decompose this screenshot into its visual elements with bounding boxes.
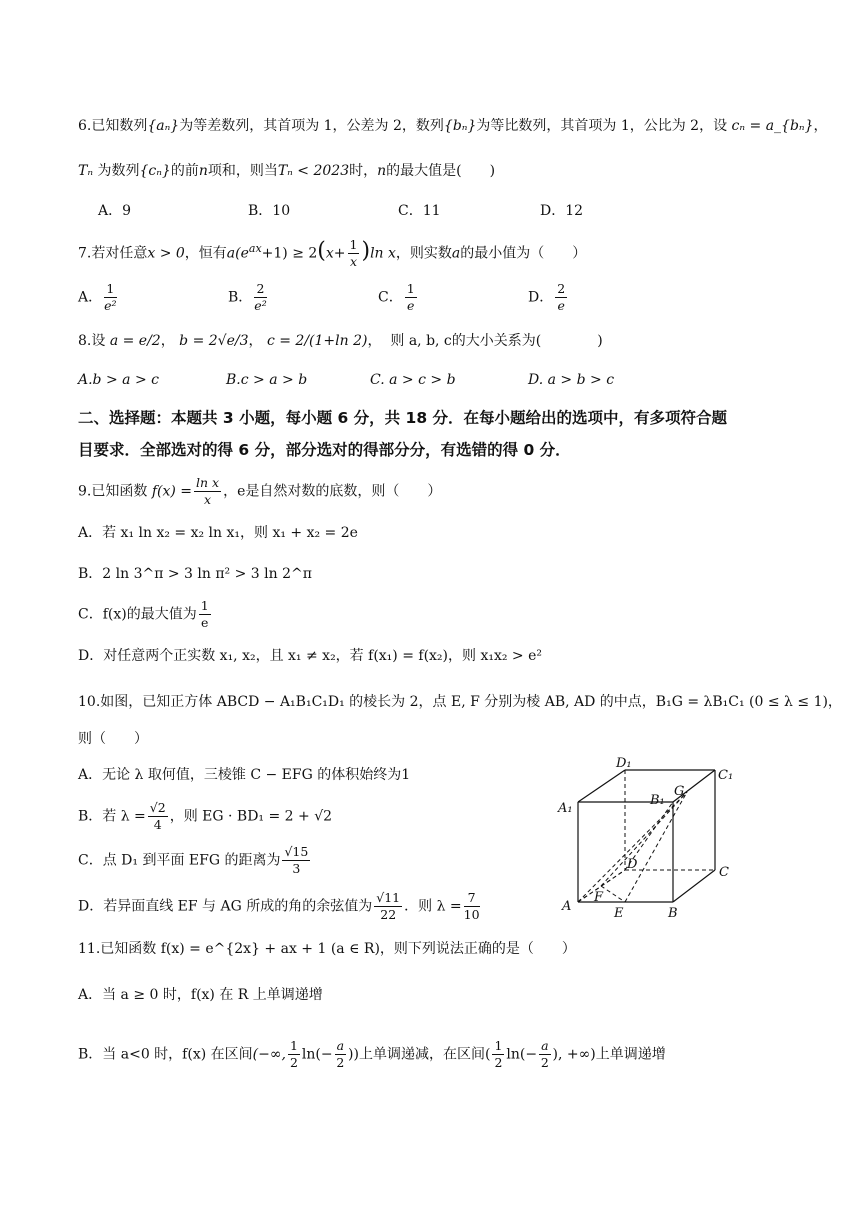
section2-heading-line1: 二、选择题：本题共 3 小题，每小题 6 分，共 18 分．在每小题给出的选项中，有多项符合题 <box>78 409 728 427</box>
q8-text: 则 a, b, c的大小关系为( ) <box>390 333 603 349</box>
q10-optd-den2: 10 <box>463 907 480 922</box>
q9-option-b: B．2 ln 3^π > 3 ln π² > 3 ln 2^π <box>78 566 312 582</box>
q8-option-b: B.c > a > b <box>226 372 308 388</box>
q10-option-b <box>78 800 332 833</box>
q6-l2g: 的最大值是( ) <box>386 163 496 179</box>
q9-text: ，e是自然对数的底数，则（ ） <box>223 483 442 500</box>
q10-optd-pre: D．若异面直线 EF 与 AG 所成的角的余弦值为 <box>78 898 373 915</box>
q10-optd-num2: 7 <box>464 890 480 907</box>
label-c: C <box>719 865 729 880</box>
q11-a-num-2: a <box>541 1038 549 1053</box>
q6-l2b: 为数列 <box>97 163 140 179</box>
label-e: E <box>614 906 624 921</box>
label-f: F <box>594 890 604 905</box>
q9-line <box>78 475 441 508</box>
q10-option-a: A．无论 λ 取何值，三棱锥 C − EFG 的体积始终为1 <box>78 767 411 783</box>
q11-a-num-1: a <box>336 1038 345 1053</box>
q8-option-c: C. a > c > b <box>370 372 456 388</box>
q7-ineq-mid: +1) ≥ 2 <box>261 245 318 262</box>
q6-Tn: Tₙ <box>78 163 94 179</box>
q7-text1: ，恒有 <box>184 245 227 262</box>
q10-optc-pre: C．点 D₁ 到平面 EFG 的距离为 <box>78 852 281 869</box>
q9-optc-pre: C．f(x)的最大值为 <box>78 606 197 623</box>
q11-half-num-1: 1 <box>289 1038 298 1053</box>
q7-option-b: B． $\frac{2}{\text{e²}}$ <box>228 281 267 313</box>
q6-text2: 为等比数列，其首项为 1，公比为 2，设 <box>476 118 728 134</box>
q8-b-def: b = 2√e/3 <box>179 333 249 349</box>
q7-frac-num: 1 <box>349 237 358 252</box>
q8-prefix: 8.设 <box>78 333 106 349</box>
q11-two-den-1: 2 <box>336 1055 345 1070</box>
q7-var-a: a <box>451 245 461 262</box>
q10-option-d <box>78 890 482 923</box>
label-b: B <box>668 906 678 921</box>
q7-prefix: 7.若对任意 <box>78 245 148 262</box>
q9-option-d: D．对任意两个正实数 x₁, x₂，且 x₁ ≠ x₂，若 f(x₁) = f(x₂)，则 x₁x₂ > e² <box>78 648 542 664</box>
line-f-e <box>601 886 625 902</box>
q11-half-den-2: 2 <box>494 1055 503 1070</box>
label-d: D <box>627 857 638 872</box>
q6-l2e: 时， <box>349 163 378 179</box>
label-a: A <box>562 899 572 914</box>
q11-option-a: A．当 a ≥ 0 时，f(x) 在 R 上单调递增 <box>78 987 323 1003</box>
q11-two-den-2: 2 <box>540 1055 549 1070</box>
q7-option-d: D． $\frac{2}{e}$ <box>528 281 566 313</box>
line-a-g <box>578 792 687 902</box>
q9-optc-den: e <box>200 615 209 630</box>
q6-text1: 为等差数列，其首项为 1，公差为 2，数列 <box>179 118 444 134</box>
q6-c-def: cₙ = a_{bₙ} <box>731 118 814 134</box>
q8-a-def: a = e/2 <box>109 333 161 349</box>
q10-optb-den: 4 <box>153 817 162 832</box>
line-e-g <box>625 792 687 902</box>
q7-line: 7.若对任意x > 0，恒有$a(e^{ax}+1) \ge 2(x+$ $\frac{1}{x}$ )ln x，则实数a的最小值为（ ） <box>78 237 587 269</box>
q9-optc-num: 1 <box>200 598 209 613</box>
q8-c-def: c = 2/(1+ln 2) <box>266 333 368 349</box>
q7-text2: ，则实数 <box>395 245 452 262</box>
q7-text3: 的最小值为（ ） <box>460 245 587 262</box>
q7-cond: x > 0 <box>147 245 185 262</box>
q6-seq-c: {cₙ} <box>139 163 171 179</box>
section2-heading-line2: 目要求．全部选对的得 6 分，部分选对的得部分分，有选错的得 0 分． <box>78 441 571 459</box>
q6-seq-a: {aₙ} <box>147 118 180 134</box>
q11-half-num-2: 1 <box>494 1038 503 1053</box>
q11-optb-mid: 上单调递减，在区间 <box>358 1046 485 1063</box>
q10-optd-num: √11 <box>376 890 401 905</box>
q11-ln-2: ln(− <box>506 1046 538 1063</box>
q11-optb-post: 上单调递增 <box>595 1046 666 1063</box>
q8-line: 8.设 a = e/2， b = 2√e/3， c = 2/(1+ln 2)， 则 a, b, c的大小关系为( ) <box>78 333 603 349</box>
q6-l2f: n <box>377 163 387 179</box>
q9-func: f(x) = <box>151 483 192 500</box>
q9-frac-num: ln x <box>196 475 220 490</box>
q11-int1-r: )) <box>348 1046 359 1063</box>
q10-optb-pre: B．若 λ = <box>78 808 146 825</box>
q10-line1: 10.如图，已知正方体 ABCD − A₁B₁C₁D₁ 的棱长为 2，点 E, F 分别为棱 AB, AD 的中点，B₁G = λB₁C₁ (0 ≤ λ ≤ 1)， <box>78 694 842 710</box>
q10-optc-den: 3 <box>292 861 301 876</box>
q10-optd-mid: ．则 λ = <box>404 898 462 915</box>
q8-option-d: D. a > b > c <box>528 372 615 388</box>
q9-frac-den: x <box>204 492 212 507</box>
q7-ineq-exp: ax <box>248 241 262 255</box>
q11-int2-r: ), +∞) <box>552 1046 596 1063</box>
q9-option-c <box>78 598 213 631</box>
q7-frac-den: x <box>349 254 358 269</box>
q10-line2: 则（ ） <box>78 731 148 747</box>
label-d1: D₁ <box>616 756 632 771</box>
label-c1: C₁ <box>718 768 734 783</box>
q7-option-c: C． $\frac{1}{e}$ <box>378 281 415 313</box>
label-a1: A₁ <box>558 801 573 816</box>
q6-line2 <box>78 160 495 182</box>
line-f-g <box>601 792 687 886</box>
q11-line1: 11.已知函数 f(x) = e^{2x} + ax + 1 (a ∈ R)，则下列说法正确的是（ ） <box>78 941 576 957</box>
q10-optd-den: 22 <box>380 907 397 922</box>
q9-prefix: 9.已知函数 <box>78 483 148 500</box>
q6-cond: Tₙ < 2023 <box>277 163 350 179</box>
q6-line1: 6.已知数列{aₙ}为等差数列，其首项为 1，公差为 2，数列{bₙ}为等比数列，其首项为 1，公比为 2，设 cₙ = a_{bₙ}， <box>78 118 828 134</box>
q6-seq-b: {bₙ} <box>443 118 477 134</box>
q9-option-a: A．若 x₁ ln x₂ = x₂ ln x₁，则 x₁ + x₂ = 2e <box>78 525 358 541</box>
q6-option-b: B．10 <box>248 203 291 219</box>
cube-figure <box>550 755 750 925</box>
q10-optb-post: ，则 EG · BD₁ = 2 + √2 <box>169 808 333 825</box>
q10-optb-num: √2 <box>149 800 166 815</box>
label-b1: B₁ <box>650 793 665 808</box>
q11-optb-pre: B．当 a<0 时，f(x) 在区间 <box>78 1046 253 1063</box>
q11-option-b <box>78 1038 666 1071</box>
q6-prefix: 6.已知数列 <box>78 118 148 134</box>
q7-option-a: A． $\frac{1}{\text{e²}}$ <box>78 281 117 313</box>
q7-ineq-right: ln x <box>370 245 396 262</box>
q10-option-c <box>78 844 312 877</box>
q6-l2c: 的前 <box>170 163 199 179</box>
q11-ln-1: ln(− <box>301 1046 333 1063</box>
q6-option-d: D．12 <box>540 203 584 219</box>
q11-half-den-1: 2 <box>289 1055 298 1070</box>
q6-option-c: C．11 <box>398 203 441 219</box>
q6-l2n: n <box>198 163 208 179</box>
q6-l2d: 项和，则当 <box>207 163 278 179</box>
q8-option-a: A.b > a > c <box>78 372 159 388</box>
q10-optc-num: √15 <box>284 844 309 859</box>
q7-ineq-left: a(e <box>226 245 249 262</box>
edge-a1-d1 <box>578 770 625 802</box>
q6-option-a: A．9 <box>98 203 132 219</box>
q11-int2-l: ( <box>484 1046 491 1063</box>
edge-b-c <box>673 870 715 902</box>
label-g: G <box>674 784 685 799</box>
q11-optb-int1-l: (−∞, <box>252 1046 286 1063</box>
